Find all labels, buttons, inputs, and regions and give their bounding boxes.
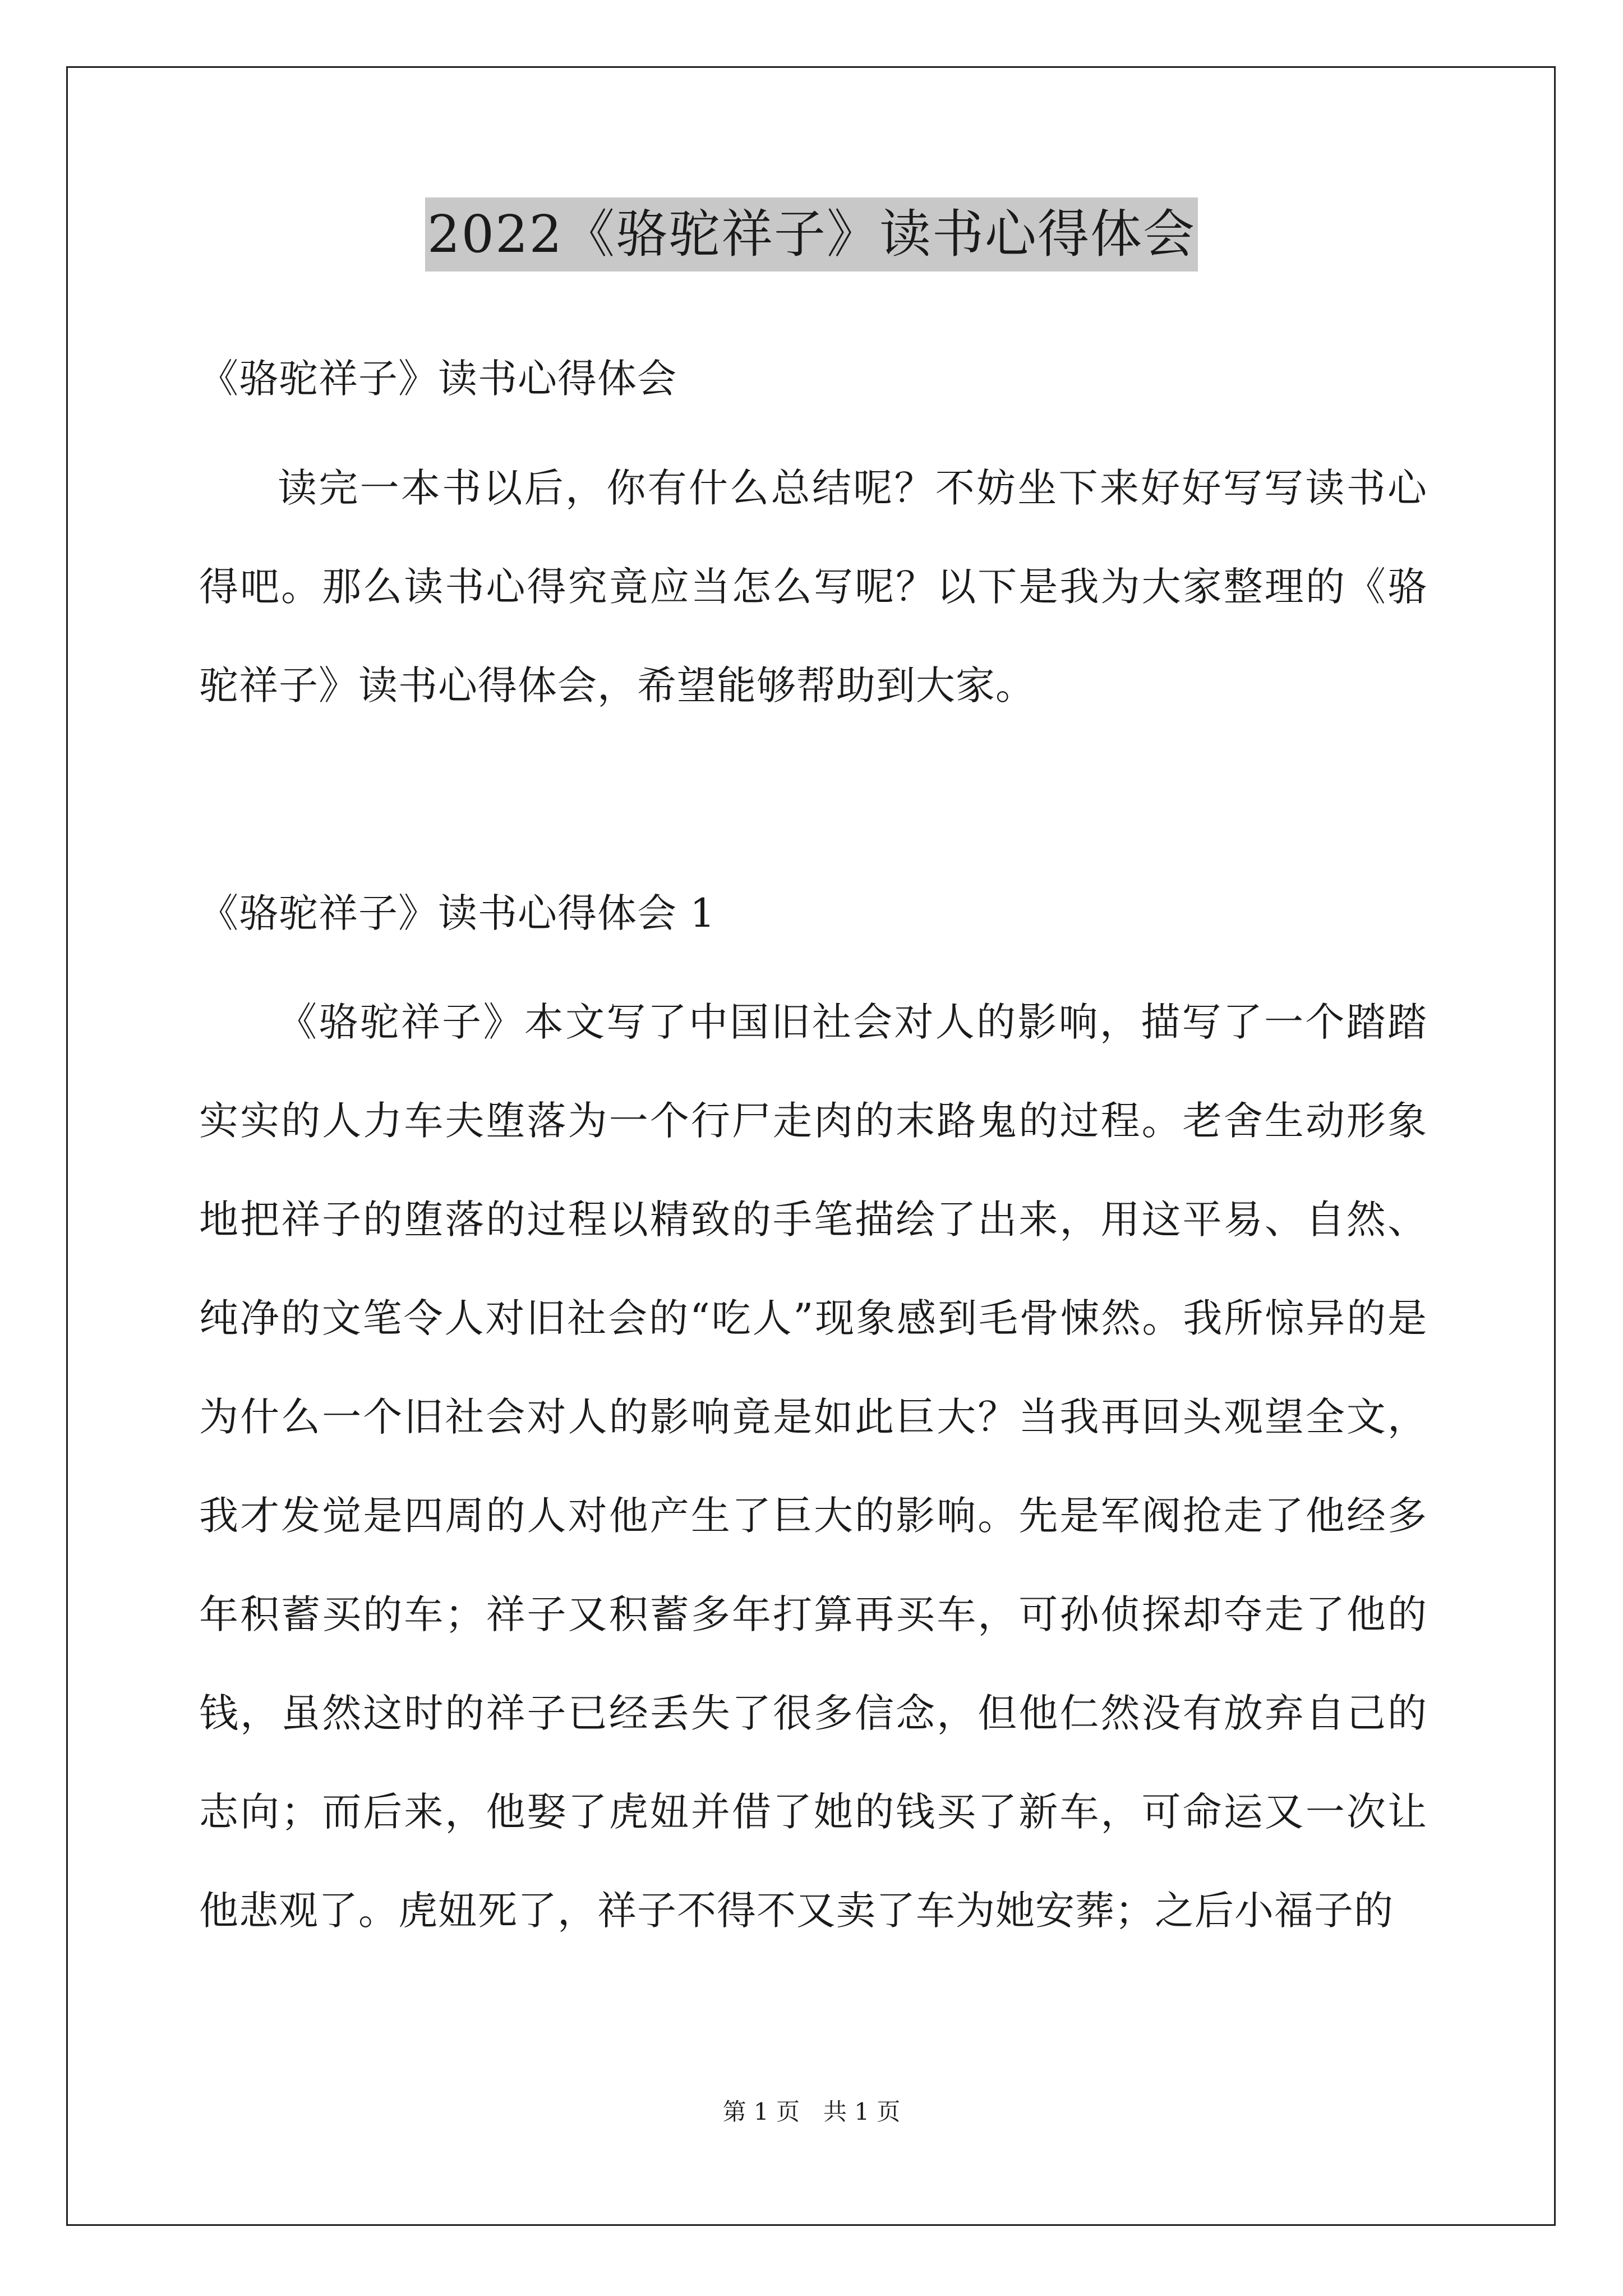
document-title: 2022《骆驼祥子》读书心得体会 <box>425 197 1198 272</box>
intro-paragraph: 读完一本书以后，你有什么总结呢？不妨坐下来好好写写读书心得吧。那么读书心得究竟应当怎么写呢？以下是我为大家整理的《骆驼祥子》读书心得体会，希望能够帮助到大家。 <box>199 465 1427 708</box>
section-body-1: 《骆驼祥子》本文写了中国旧社会对人的影响，描写了一个踏踏实实的人力车夫堕落为一个行尸走肉的末路鬼的过程。老舍生动形象地把祥子的堕落的过程以精致的手笔描绘了出来，用这平易、自然、纯净的文笔令人对旧社会的“吃人”现象感到毛骨悚然。我所惊异的是为什么一个旧社会对人的影响竟是如此巨大？当我再回头观望全文，我才发觉是四周的人对他产生了巨大的影响。先是军阀抢走了他经多年积蓄买的车；祥子又积蓄多年打算再买车，可孙侦探却夺走了他的钱，虽然这时的祥子已经丢失了很多信念，但他仁然没有放弃自己的志向；而后来，他娶了虎妞并借了她的钱买了新车，可命运又一次让他悲观了。虎妞死了，祥子不得不又卖了车为她安葬；之后小福子的 <box>199 999 1427 1934</box>
subtitle: 《骆驼祥子》读书心得体会 <box>199 356 677 402</box>
title-container <box>0 197 1623 272</box>
page-footer: 第 1 页 共 1 页 <box>722 2098 901 2125</box>
section-heading-1: 《骆驼祥子》读书心得体会 1 <box>199 890 716 936</box>
